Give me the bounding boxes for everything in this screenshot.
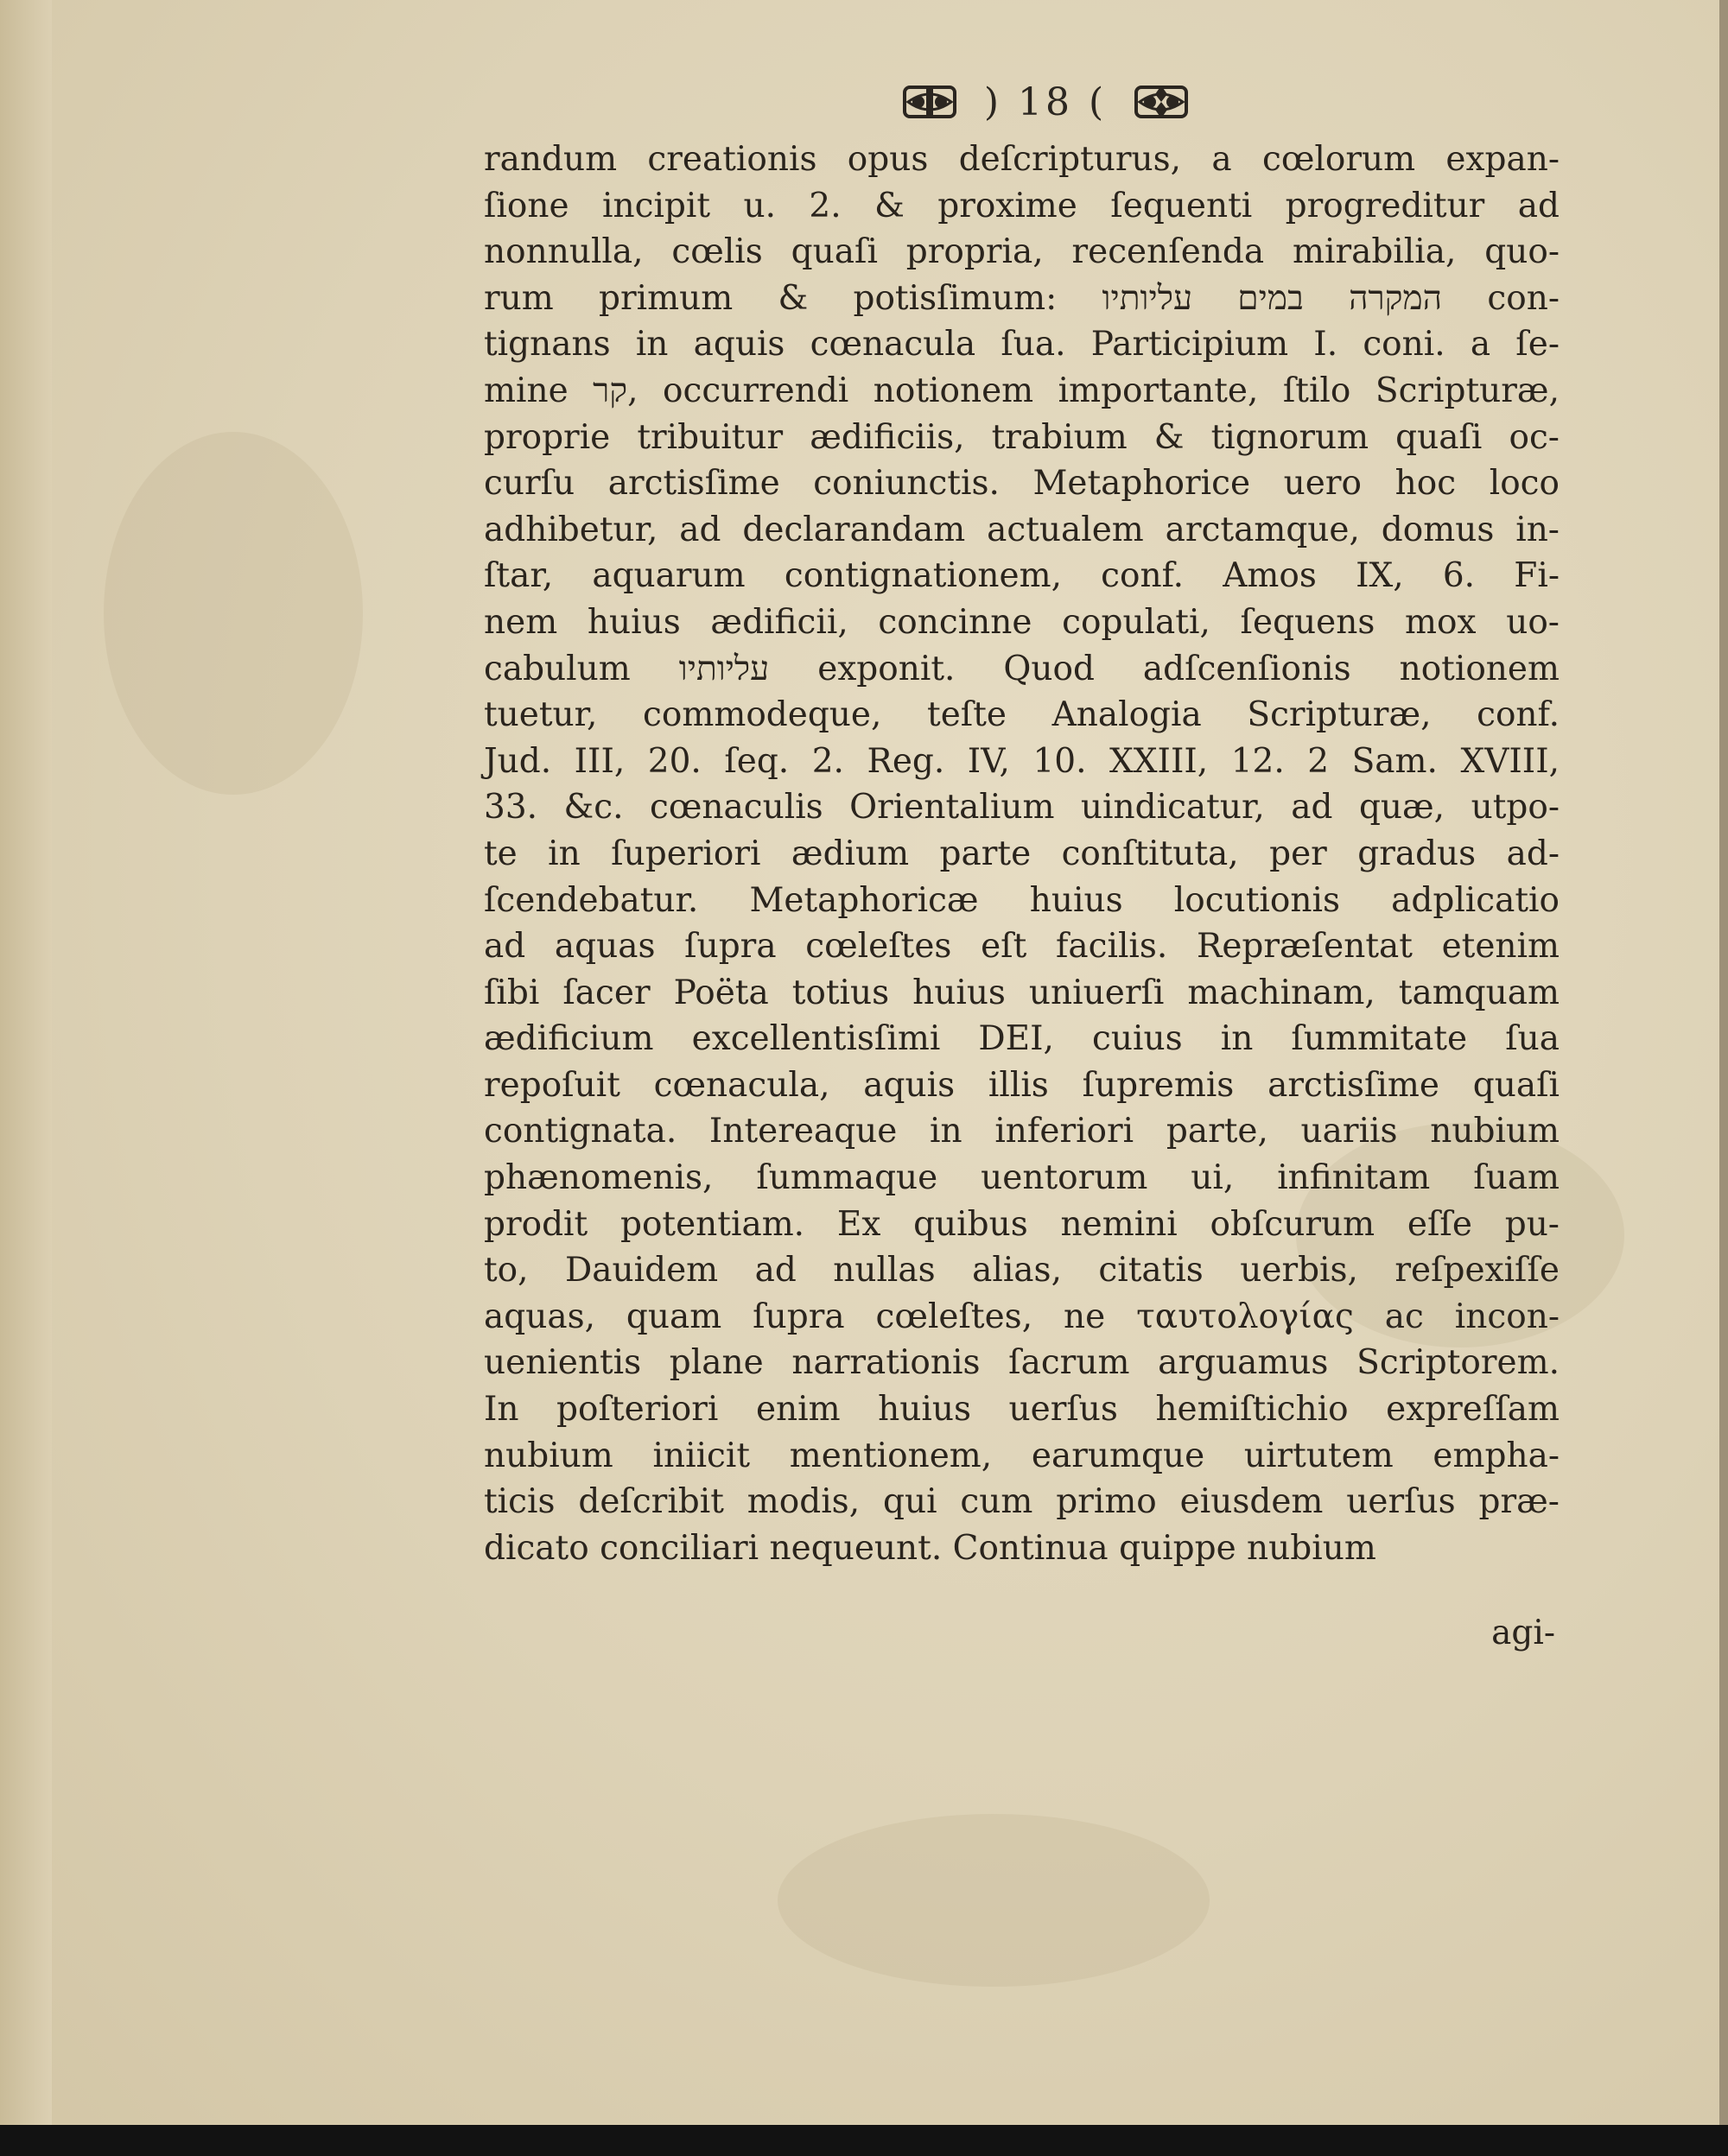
text-line: phænomenis, ſummaque uentorum ui, infinitam ſuam xyxy=(484,1158,1560,1198)
text-line: aquas, quam ſupra cœleſtes, ne ταυτολογίας ac incon- xyxy=(484,1297,1560,1336)
text-line: dicato conciliari nequeunt. Continua quippe nubium xyxy=(484,1528,1376,1568)
fleuron-ornament-icon xyxy=(899,82,960,122)
body-text xyxy=(484,136,1560,1571)
text-line: ticis deſcribit modis, qui cum primo eiusdem uerſus præ- xyxy=(484,1482,1560,1522)
text-line: prodit potentiam. Ex quibus nemini obſcurum eſſe pu- xyxy=(484,1204,1560,1244)
text-line: repoſuit cœnacula, aquis illis ſupremis arctisſime quaſi xyxy=(484,1065,1560,1105)
page-gutter xyxy=(0,0,52,2125)
text-line: Jud. III, 20. ſeq. 2. Reg. IV, 10. XXIII, 12. 2 Sam. XVIII, xyxy=(484,741,1560,781)
text-line: curſu arctisſime coniunctis. Metaphorice uero hoc loco xyxy=(484,464,1560,504)
text-line: ſibi ſacer Poëta totius huius uniuerſi machinam, tamquam xyxy=(484,973,1560,1012)
text-line: nem huius ædificii, concinne copulati, ſequens mox uo- xyxy=(484,602,1560,642)
text-line: uenientis plane narrationis ſacrum arguamus Scriptorem. xyxy=(484,1343,1560,1383)
catchword: agi- xyxy=(1491,1614,1555,1652)
text-line: to, Dauidem ad nullas alias, citatis uerbis, reſpexiſſe xyxy=(484,1251,1560,1290)
text-line: ſtar, aquarum contignationem, conf. Amos IX, 6. Fi- xyxy=(484,556,1560,596)
text-line: randum creationis opus deſcripturus, a cœlorum expan- xyxy=(484,140,1560,179)
text-line: nubium iniicit mentionem, earumque uirtutem empha- xyxy=(484,1436,1560,1475)
page-number: ) 18 ( xyxy=(983,79,1108,124)
text-line: ad aquas ſupra cœleſtes eſt facilis. Repræſentat etenim xyxy=(484,927,1560,967)
text-line: adhibetur, ad declarandam actualem arctamque, domus in- xyxy=(484,510,1560,549)
text-line: 33. &c. cœnaculis Orientalium uindicatur, ad quæ, utpo- xyxy=(484,788,1560,828)
paper-stain xyxy=(104,432,363,795)
fleuron-ornament-icon xyxy=(1131,82,1191,122)
text-line: rum primum & potisſimum: המקרה במים עליותיו con- xyxy=(484,278,1560,318)
text-line: In poſteriori enim huius uerſus hemiſtichio expreſſam xyxy=(484,1390,1560,1430)
text-line: tignans in aquis cœnacula ſua. Participium I. coni. a ſe- xyxy=(484,325,1560,365)
text-line: proprie tribuitur ædificiis, trabium & tignorum quaſi oc- xyxy=(484,417,1560,457)
text-line: cabulum עליותיו exponit. Quod adſcenſionis notionem xyxy=(484,649,1560,688)
text-line: ſcendebatur. Metaphoricæ huius locutionis adplicatio xyxy=(484,880,1560,920)
text-line: contignata. Intereaque in inferiori parte, uariis nubium xyxy=(484,1112,1560,1151)
text-line: tuetur, commodeque, teſte Analogia Scripturæ, conf. xyxy=(484,695,1560,735)
text-line: ſione incipit u. 2. & proxime ſequenti progreditur ad xyxy=(484,186,1560,225)
text-line: te in ſuperiori ædium parte conſtituta, per gradus ad- xyxy=(484,834,1560,873)
page-edge xyxy=(1719,0,1728,2125)
running-header xyxy=(864,76,1227,128)
scan-background xyxy=(0,2125,1728,2156)
text-line: mine קר, occurrendi notionem importante, ſtilo Scripturæ, xyxy=(484,371,1560,410)
paper-stain xyxy=(778,1814,1210,1987)
text-line: nonnulla, cœlis quaſi propria, recenſenda mirabilia, quo- xyxy=(484,232,1560,272)
text-line: ædificium excellentisſimi DEI, cuius in ſummitate ſua xyxy=(484,1019,1560,1059)
